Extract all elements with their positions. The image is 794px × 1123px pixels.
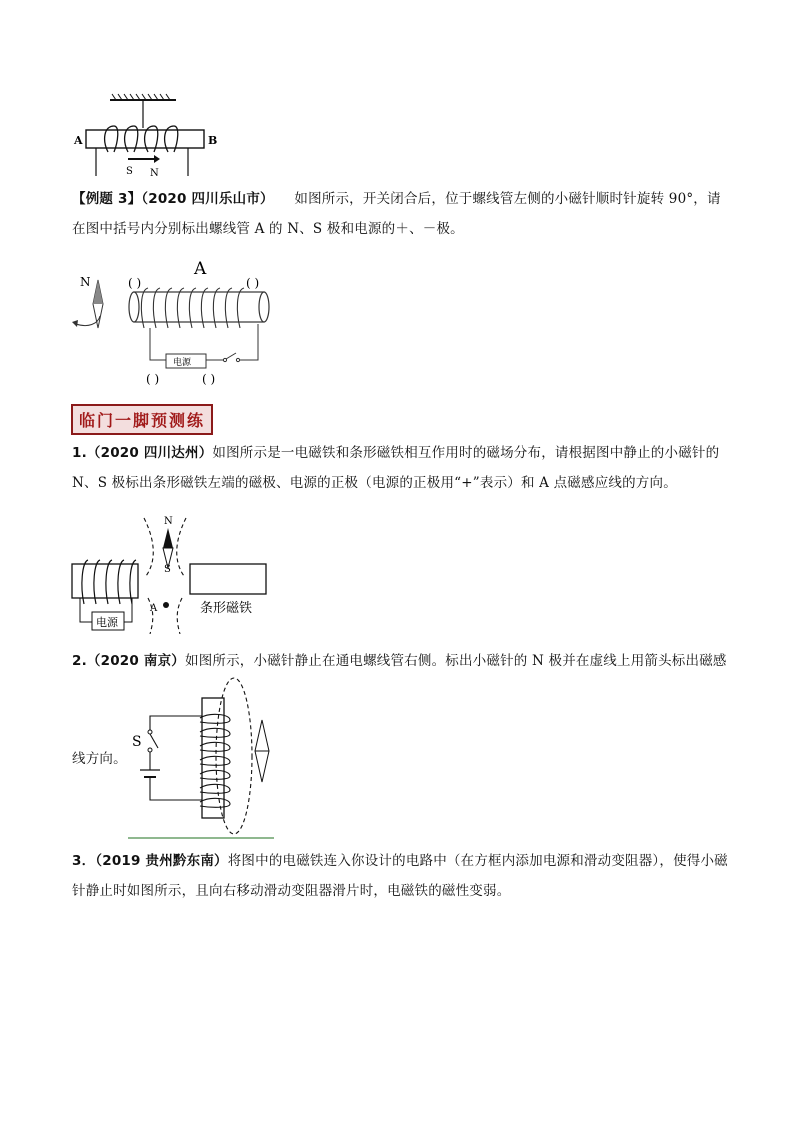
- q2-line2: 线方向。: [72, 751, 127, 767]
- bracket-top-left: ( ): [128, 276, 142, 290]
- label-a: A: [74, 134, 83, 147]
- q3-paragraph: [72, 846, 732, 906]
- figure-hanging-solenoid: [70, 92, 220, 182]
- label-b: B: [208, 134, 218, 147]
- solenoid-label-a: A: [194, 259, 207, 279]
- q2-line1: 如图所示，小磁针静止在通电螺线管右侧。标出小磁针的 N 极并在虚线上用箭头标出磁感: [185, 653, 727, 669]
- bracket-top-right: ( ): [246, 276, 260, 290]
- figure-example3-solenoid: [70, 258, 290, 392]
- figure-q1-magnetic-field: [70, 512, 275, 634]
- power-source-label: 电源: [173, 358, 192, 368]
- q1-label-s: S: [164, 564, 171, 575]
- q1-bar-magnet-label: 条形磁铁: [200, 601, 253, 616]
- q1-label-n: N: [164, 516, 173, 527]
- example3-paragraph: [72, 184, 732, 244]
- section-title: 临门一脚预测练: [71, 404, 213, 435]
- q3-line2: 针静止时如图所示，且向右移动滑动变阻器滑片时，电磁铁的磁性变弱。: [72, 883, 511, 899]
- q1-number: 1.: [72, 445, 87, 461]
- q1-power-label: 电源: [96, 616, 118, 629]
- bracket-bottom-left: ( ): [146, 372, 160, 386]
- example3-line2: 在图中括号内分别标出螺线管 A 的 N、S 极和电源的＋、－极。: [72, 221, 464, 237]
- q1-line2: N、S 极标出条形磁铁左端的磁极、电源的正极（电源的正极用“+”表示）和 A 点磁感应线的方向。: [72, 475, 677, 491]
- q2-switch-label: S: [132, 734, 142, 750]
- q2-source: （2020 南京）: [86, 653, 185, 669]
- q1-line1: 如图所示是一电磁铁和条形磁铁相互作用时的磁场分布，请根据图中静止的小磁针的: [212, 445, 720, 461]
- example3-tag: 【例题 3】: [72, 191, 142, 207]
- bracket-bottom-right: ( ): [202, 372, 216, 386]
- figure-q2-solenoid: [128, 676, 274, 840]
- label-n: N: [150, 168, 159, 179]
- q3-number: 3．: [72, 853, 96, 869]
- q1-paragraph: [72, 438, 732, 498]
- label-s: S: [126, 166, 133, 177]
- q1-label-a: A: [150, 603, 158, 614]
- example3-line1: 如图所示，开关闭合后，位于螺线管左侧的小磁针顺时针旋转 90°，请: [266, 191, 721, 207]
- q3-line1: 将图中的电磁铁连入你设计的电路中（在方框内添加电源和滑动变阻器），使得小磁: [227, 853, 728, 869]
- q2-paragraph: [72, 646, 732, 676]
- example3-source: （2020 四川乐山市）: [141, 191, 267, 207]
- q2-number: 2.: [72, 653, 87, 669]
- compass-label-n: N: [80, 275, 91, 289]
- q3-source: （2019 贵州黔东南）: [95, 853, 228, 869]
- q1-source: （2020 四川达州）: [86, 445, 213, 461]
